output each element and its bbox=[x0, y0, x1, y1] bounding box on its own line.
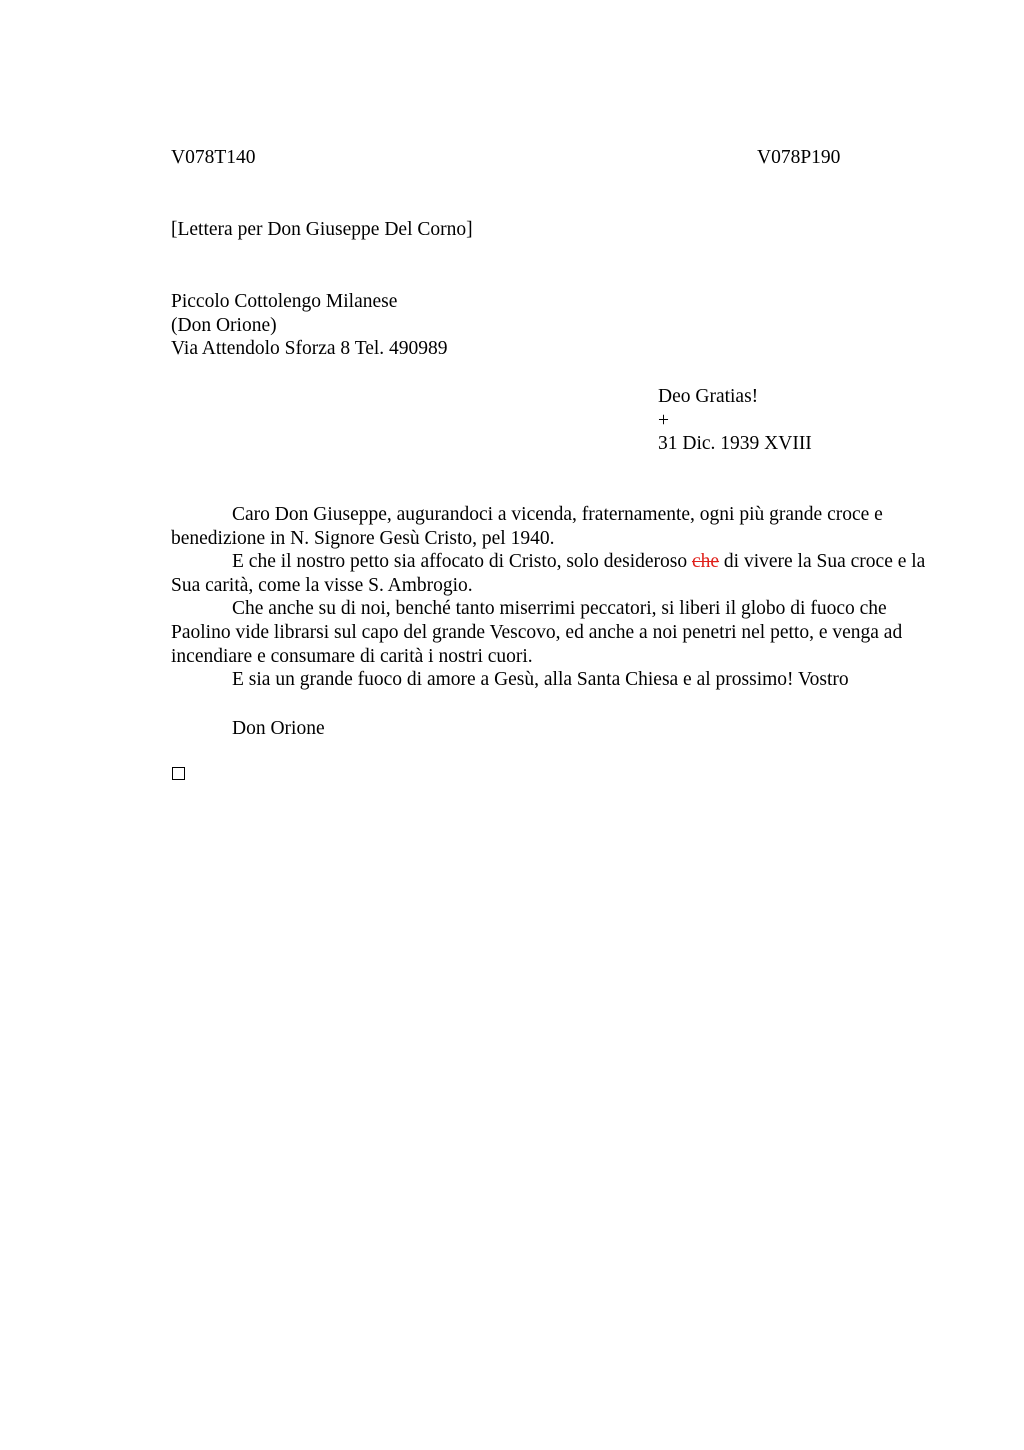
body-paragraph-2 bbox=[171, 550, 931, 597]
dateline-cross: + bbox=[658, 409, 669, 431]
dateline-greeting: Deo Gratias! bbox=[658, 386, 759, 407]
body-paragraph-2-before: E che il nostro petto sia affocato di Cristo, solo desideroso bbox=[232, 551, 692, 573]
letterhead bbox=[171, 290, 448, 361]
strikethrough-word: che bbox=[691, 551, 720, 573]
letterhead-line-3: Via Attendolo Sforza 8 Tel. 490989 bbox=[171, 338, 448, 360]
body-paragraph-4: E sia un grande fuoco di amore a Gesù, alla Santa Chiesa e al prossimo! Vostro bbox=[232, 669, 849, 691]
letter-title: [Lettera per Don Giuseppe Del Corno] bbox=[171, 219, 473, 240]
dateline bbox=[658, 385, 812, 456]
signature: Don Orione bbox=[232, 718, 325, 739]
header-right-code: V078P190 bbox=[757, 147, 841, 168]
body-paragraph-3: Che anche su di noi, benché tanto miserrimi peccatori, si liberi il globo di fuoco che Paolino vide librarsi sul capo del grande Vescovo, ed anche a noi penetri nel petto, e venga ad incendiare e consumare di carità i nostri cuori. bbox=[171, 598, 903, 667]
letterhead-line-1: Piccolo Cottolengo Milanese bbox=[171, 291, 398, 312]
dateline-date: 31 Dic. 1939 XVIII bbox=[658, 433, 812, 455]
header-left-code: V078T140 bbox=[171, 147, 256, 168]
body-paragraph-1: Caro Don Giuseppe, augurandoci a vicenda, fraternamente, ogni più grande croce e benedizione in N. Signore Gesù Cristo, pel 1940. bbox=[171, 504, 883, 549]
letter-body bbox=[171, 503, 931, 692]
body-paragraph-2-after: di vivere la Sua croce e la Sua carità, come la visse S. Ambrogio. bbox=[171, 551, 926, 596]
empty-square-icon bbox=[172, 767, 185, 780]
letterhead-line-2: (Don Orione) bbox=[171, 314, 277, 336]
